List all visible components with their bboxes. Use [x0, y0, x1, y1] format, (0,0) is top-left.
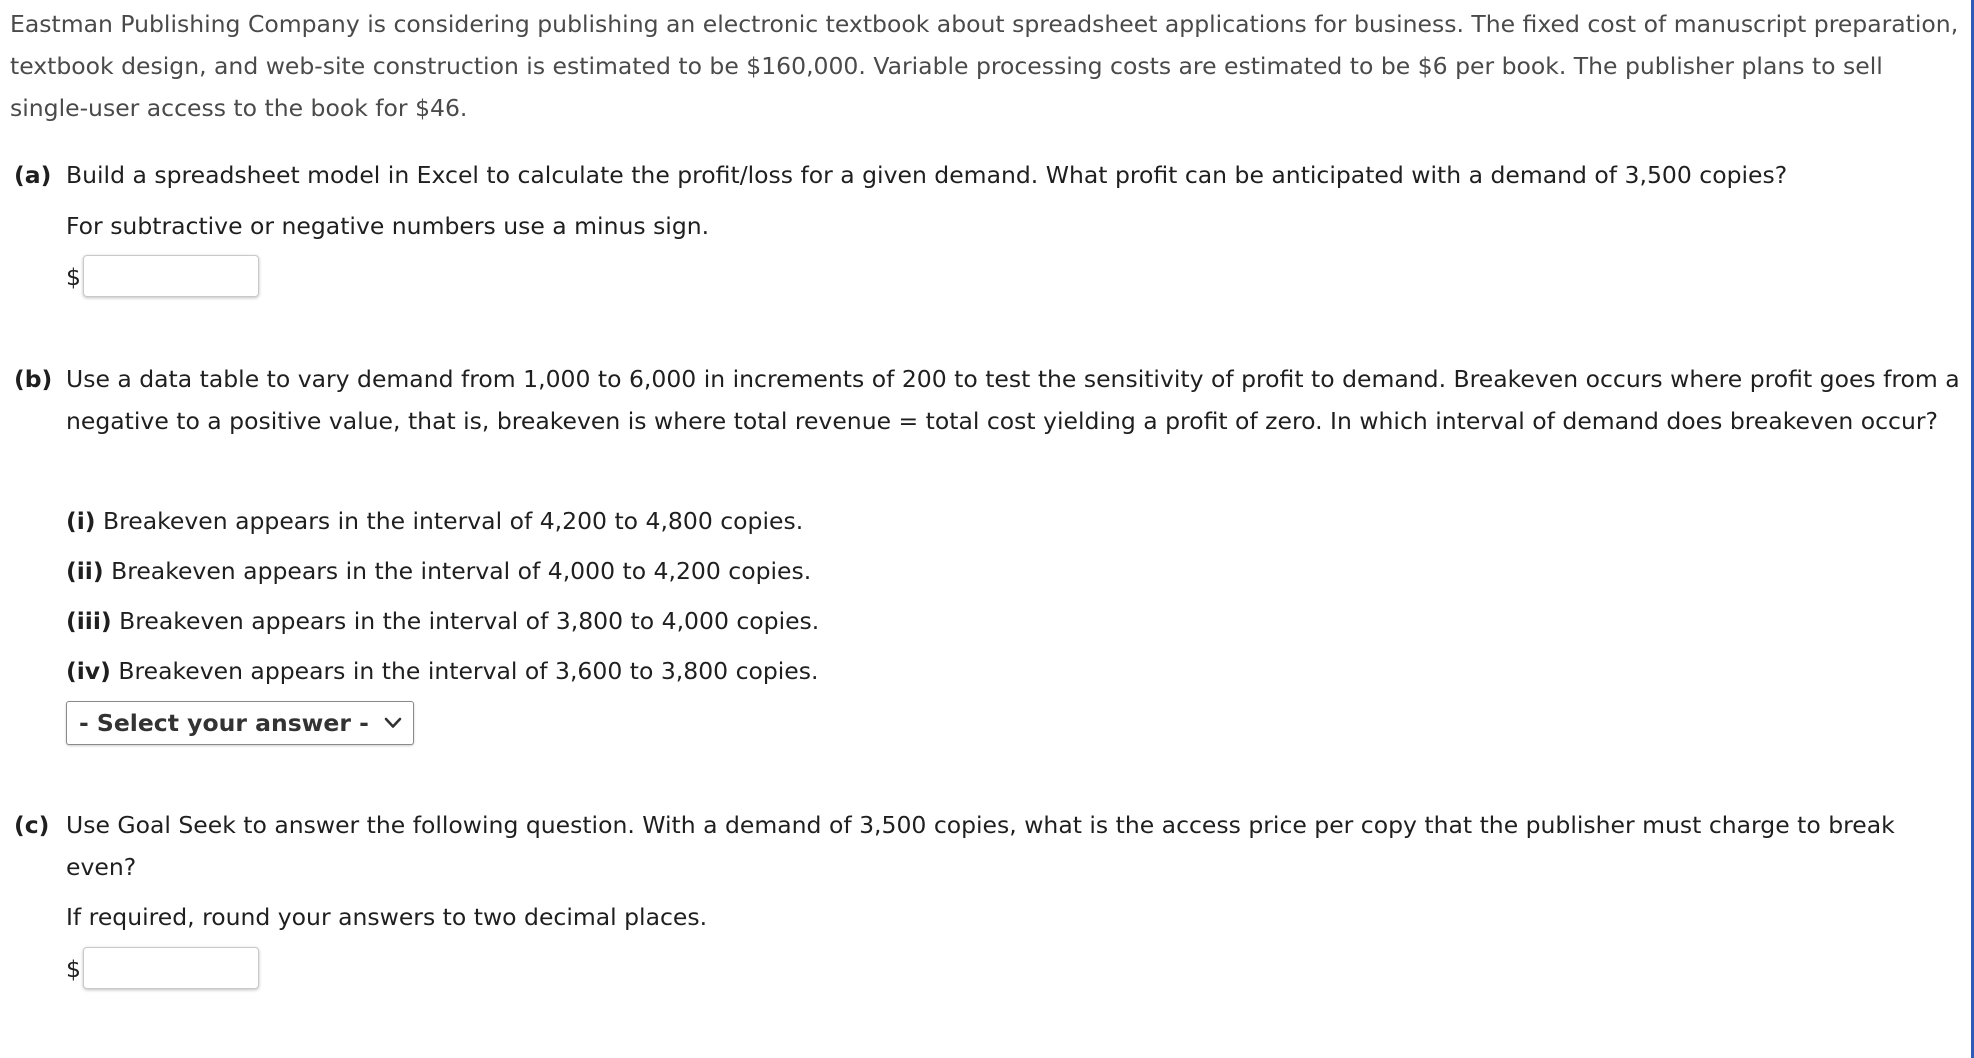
select-label: - Select your answer -: [79, 709, 369, 737]
part-c-answer-group: [66, 945, 259, 991]
part-b-question: [14, 358, 1964, 442]
chevron-down-icon: [383, 713, 403, 733]
part-c-text: Use Goal Seek to answer the following question. With a demand of 3,500 copies, what is the access price per copy that the publisher must charge to break even?: [66, 811, 1895, 881]
part-a-currency-symbol: $: [66, 263, 81, 291]
option-i-tag: (i): [66, 507, 96, 535]
part-a-note: For subtractive or negative numbers use a minus sign.: [66, 212, 710, 240]
part-b-tag: (b): [14, 365, 53, 393]
option-iv: [66, 653, 818, 689]
option-ii-tag: (ii): [66, 557, 104, 585]
option-i: [66, 503, 803, 539]
part-b-text: Use a data table to vary demand from 1,000 to 6,000 in increments of 200 to test the sensitivity of profit to demand. Breakeven occurs where profit goes from a negative to a positive value, that is, breakeven is where total revenue = total cost yielding a profit of zero. In which interval of demand does breakeven occur?: [66, 365, 1960, 435]
breakeven-answer-select[interactable]: [66, 701, 414, 745]
option-iii: [66, 603, 819, 639]
option-ii: [66, 553, 811, 589]
part-c-price-input[interactable]: [83, 947, 259, 989]
part-a-text: Build a spreadsheet model in Excel to calculate the profit/loss for a given demand. What profit can be anticipated with a demand of 3,500 copies?: [66, 161, 1788, 189]
part-a-answer-group: [66, 253, 259, 299]
part-a-question: [14, 154, 1964, 196]
part-c-note: If required, round your answers to two decimal places.: [66, 903, 708, 931]
part-a-tag: (a): [14, 161, 52, 189]
part-c-currency-symbol: $: [66, 955, 81, 983]
option-iii-text: Breakeven appears in the interval of 3,800 to 4,000 copies.: [119, 607, 820, 635]
part-c-question: [14, 804, 1964, 888]
option-iii-tag: (iii): [66, 607, 112, 635]
part-c-tag: (c): [14, 811, 50, 839]
option-i-text: Breakeven appears in the interval of 4,200 to 4,800 copies.: [103, 507, 804, 535]
part-a-profit-input[interactable]: [83, 255, 259, 297]
option-ii-text: Breakeven appears in the interval of 4,000 to 4,200 copies.: [111, 557, 812, 585]
problem-intro: Eastman Publishing Company is considering publishing an electronic textbook about spreadsheet applications for business. The fixed cost of manuscript preparation, textbook design, and web-site construction is estimated to be $160,000. Variable processing costs are estimated to be $6 per book. The publisher plans to sell single-user access to the book for $46.: [10, 10, 1959, 122]
option-iv-text: Breakeven appears in the interval of 3,600 to 3,800 copies.: [118, 657, 819, 685]
option-iv-tag: (iv): [66, 657, 111, 685]
